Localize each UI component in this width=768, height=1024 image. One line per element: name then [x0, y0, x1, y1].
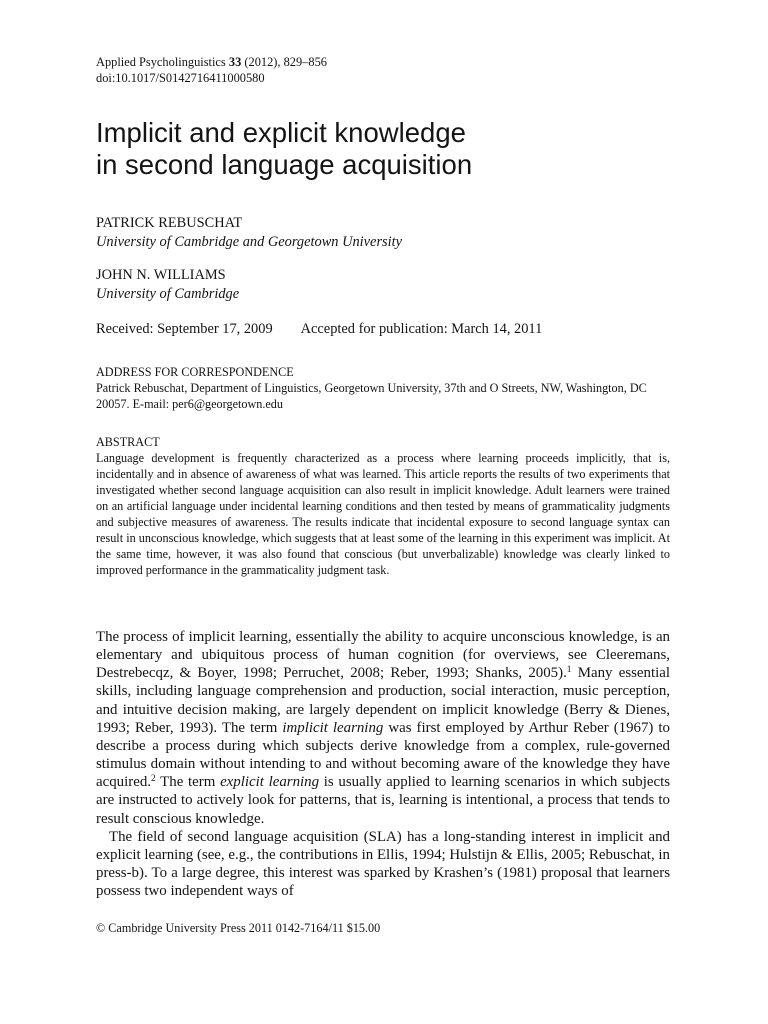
publication-dates	[96, 320, 542, 339]
received-date: Received: September 17, 2009	[96, 321, 273, 337]
body-text-segment: is usually applied to learning scenarios in which subjects are instructed to actively look for patterns, that is, learning is intentional, a process that tends to result conscious knowledge.	[96, 774, 670, 827]
body-text-segment: Many essential skills, including language comprehension and production, social interaction, music perception, and intuitive decision making, are largely dependent on implicit knowledge (Berry & Dienes, 1993; Reber, 1993). The term	[96, 665, 670, 736]
body-text-segment: The process of implicit learning, essentially the ability to acquire unconscious knowledge, is an elementary and ubiquitous process of human cognition (for overviews, see Cleeremans, Destrebecqz, & Boyer, 1998; Perruchet, 2008; Reber, 1993; Shanks, 2005).	[96, 629, 670, 682]
accepted-date: Accepted for publication: March 14, 2011	[300, 321, 543, 337]
author-block-2	[96, 266, 239, 304]
footnote-marker-1: 1	[566, 665, 572, 676]
author-block-1	[96, 214, 402, 252]
abstract-heading: ABSTRACT	[96, 435, 160, 449]
doi: doi:10.1017/S0142716411000580	[96, 71, 265, 85]
author-name: PATRICK REBUSCHAT	[96, 215, 243, 231]
body-paragraph-1	[96, 628, 670, 828]
body-text-segment: was first employed by Arthur Reber (1967) to describe a process during which subjects derive knowledge from a complex, rule-governed stimulus domain without intending to and without becoming aware of the knowledge they have acquired.	[96, 719, 671, 791]
journal-name: Applied Psycholinguistics	[96, 55, 226, 69]
author-affiliation: University of Cambridge	[96, 286, 240, 302]
title-line-1: Implicit and explicit knowledge	[96, 117, 466, 148]
term-implicit-learning: implicit learning	[282, 719, 384, 736]
correspondence-text: Patrick Rebuschat, Department of Linguistics, Georgetown University, 37th and O Streets, NW, Washington, DC 20057. E-mail: per6@georgetown.edu	[96, 381, 647, 411]
body-text	[96, 628, 670, 900]
journal-volume: 33	[228, 55, 242, 69]
term-explicit-learning: explicit learning	[220, 774, 320, 791]
correspondence-section	[96, 364, 670, 412]
abstract-text: Language development is frequently characterized as a process where learning proceeds implicitly, that is, incidentally and in absence of awareness of what was learned. This article reports the results of two experiments that investigated whether second language acquisition can also result in implicit knowledge. Adult learners were trained on an artificial language under incidental learning conditions and then tested by means of grammaticality judgments and subjective measures of awareness. The results indicate that incidental exposure to second language syntax can result in unconscious knowledge, which suggests that at least some of the learning in this experiment was implicit. At the same time, however, it was also found that conscious (but unverbalizable) knowledge was clearly linked to improved performance in the grammaticality judgment task.	[96, 451, 670, 577]
body-paragraph-2: The field of second language acquisition (SLA) has a long-standing interest in implicit and explicit learning (see, e.g., the contributions in Ellis, 1994; Hulstijn & Ellis, 2005; Rebuschat, in press-b). To a large degree, this interest was sparked by Krashen’s (1981) proposal that learners possess two independent ways of	[96, 828, 670, 900]
journal-citation	[96, 54, 327, 70]
footnote-marker-2: 2	[150, 774, 156, 785]
copyright-footer: © Cambridge University Press 2011 0142-7164/11 $15.00	[96, 921, 381, 935]
correspondence-heading: ADDRESS FOR CORRESPONDENCE	[96, 365, 294, 379]
journal-header	[96, 54, 327, 86]
author-affiliation: University of Cambridge and Georgetown University	[96, 234, 403, 250]
author-name: JOHN N. WILLIAMS	[96, 267, 226, 283]
journal-year-pages: (2012), 829–856	[244, 55, 327, 69]
article-title	[96, 117, 696, 181]
abstract-section	[96, 434, 670, 578]
title-line-2: in second language acquisition	[96, 149, 473, 180]
body-text-segment: The term	[155, 774, 221, 791]
